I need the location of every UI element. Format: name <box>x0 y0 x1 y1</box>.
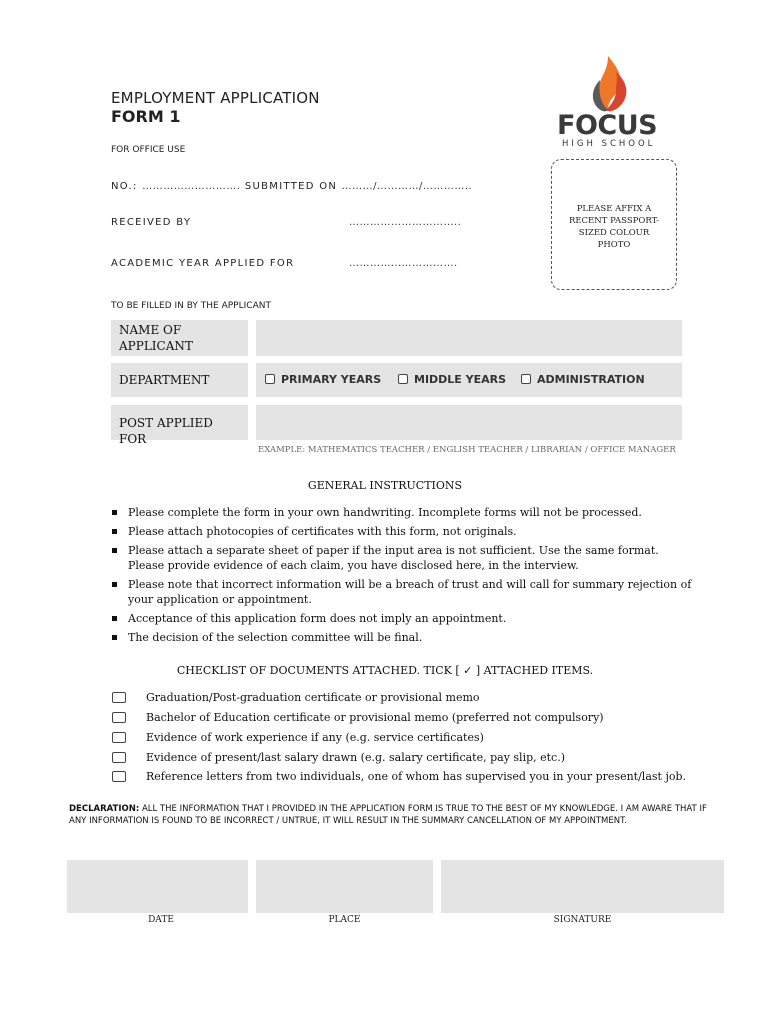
checkbox-icon[interactable] <box>112 771 126 782</box>
list-item <box>112 524 712 539</box>
bullet-icon <box>112 635 117 640</box>
received-by-label: RECEIVED BY <box>111 217 192 228</box>
checkbox-icon[interactable] <box>521 374 531 384</box>
date-label: DATE <box>148 915 174 925</box>
department-option-label: ADMINISTRATION <box>537 373 645 386</box>
checkbox-icon[interactable] <box>112 732 126 743</box>
instruction-text: Please provide evidence of each claim, you have disclosed here, in the interview. <box>128 559 579 572</box>
submitted-on-field[interactable]: ………/…………/………….. <box>341 181 473 192</box>
school-logo-name: FOCUS <box>557 110 658 141</box>
instruction-text: The decision of the selection committee will be final. <box>128 631 423 644</box>
declaration-label: DECLARATION: <box>69 804 140 814</box>
checklist-item-label: Reference letters from two individuals, one of whom has supervised you in your present/last job. <box>146 770 687 783</box>
checklist-item-label: Evidence of work experience if any (e.g. service certificates) <box>146 731 484 744</box>
checklist-heading: CHECKLIST OF DOCUMENTS ATTACHED. TICK [ ✓ ] ATTACHED ITEMS. <box>176 664 594 677</box>
post-applied-field[interactable] <box>256 405 682 440</box>
form-number: FORM 1 <box>111 107 181 126</box>
post-example-text: EXAMPLE: MATHEMATICS TEACHER / ENGLISH TEACHER / LIBRARIAN / OFFICE MANAGER <box>258 445 676 455</box>
declaration-body: ALL THE INFORMATION THAT I PROVIDED IN THE APPLICATION FORM IS TRUE TO THE BEST OF MY KNOWLEDGE. I AM AWARE THAT IF ANY INFORMATION IS FOUND TO BE INCORRECT / UNTRUE, IT WILL RESULT IN THE SUMMARY CANCELLATION OF MY APPOINTMENT. <box>69 804 707 826</box>
name-label-line: APPLICANT <box>119 339 193 353</box>
department-option-label: PRIMARY YEARS <box>281 373 382 386</box>
instruction-text: Acceptance of this application form does not imply an appointment. <box>128 612 507 625</box>
photo-text-line: PLEASE AFFIX A <box>576 204 652 214</box>
department-label: DEPARTMENT <box>111 363 248 397</box>
list-item <box>112 505 712 520</box>
checklist-item-label: Evidence of present/last salary drawn (e.g. salary certificate, pay slip, etc.) <box>146 751 566 764</box>
declaration-text <box>69 803 709 827</box>
list-item <box>112 577 712 607</box>
bullet-icon <box>112 616 117 621</box>
checkbox-icon[interactable] <box>112 692 126 703</box>
checkbox-icon[interactable] <box>398 374 408 384</box>
photo-text-line: PHOTO <box>597 240 631 250</box>
form-title: EMPLOYMENT APPLICATION <box>111 89 320 107</box>
place-label: PLACE <box>328 915 361 925</box>
name-of-applicant-label <box>111 320 248 356</box>
checkbox-icon[interactable] <box>112 752 126 763</box>
bullet-icon <box>112 529 117 534</box>
photo-instructions <box>560 203 668 251</box>
signature-label: SIGNATURE <box>553 915 612 925</box>
checklist-item-label: Bachelor of Education certificate or provisional memo (preferred not compulsory) <box>146 711 604 724</box>
name-of-applicant-field[interactable] <box>256 320 682 356</box>
academic-year-label: ACADEMIC YEAR APPLIED FOR <box>111 258 295 269</box>
post-applied-label: POST APPLIED FOR <box>111 405 248 440</box>
office-number-row <box>111 181 472 192</box>
photo-text-line: RECENT PASSPORT- <box>568 216 660 226</box>
department-option-middle[interactable] <box>398 373 506 386</box>
received-by-field[interactable]: ………………………….. <box>349 217 462 228</box>
instruction-text: Please attach a separate sheet of paper if the input area is not sufficient. Use the same format. <box>128 544 659 557</box>
school-logo-subtitle: HIGH SCHOOL <box>562 139 656 149</box>
signature-field[interactable] <box>441 860 724 913</box>
name-label-line: NAME OF <box>119 323 182 337</box>
number-label: NO.: <box>111 181 138 192</box>
instruction-text: Please attach photocopies of certificates with this form, not originals. <box>128 525 517 538</box>
photo-text-line: SIZED COLOUR <box>578 228 650 238</box>
instructions-list <box>112 505 712 649</box>
checkbox-icon[interactable] <box>265 374 275 384</box>
number-field[interactable]: ………………………. <box>142 181 241 192</box>
instruction-text: Please note that incorrect information will be a breach of trust and will call for summary rejection of <box>128 578 692 591</box>
checklist-item-label: Graduation/Post-graduation certificate or provisional memo <box>146 691 480 704</box>
bullet-icon <box>112 582 117 587</box>
date-field[interactable] <box>67 860 248 913</box>
department-option-label: MIDDLE YEARS <box>414 373 507 386</box>
department-option-primary[interactable] <box>265 373 381 386</box>
bullet-icon <box>112 510 117 515</box>
bullet-icon <box>112 548 117 553</box>
instruction-text: Please complete the form in your own handwriting. Incomplete forms will not be processed. <box>128 506 642 519</box>
list-item <box>112 630 712 645</box>
list-item <box>112 611 712 626</box>
applicant-section-label: TO BE FILLED IN BY THE APPLICANT <box>111 301 271 311</box>
office-use-label: FOR OFFICE USE <box>111 145 186 155</box>
checkbox-icon[interactable] <box>112 712 126 723</box>
general-instructions-heading: GENERAL INSTRUCTIONS <box>307 479 463 492</box>
instruction-text: your application or appointment. <box>128 593 312 606</box>
list-item <box>112 543 712 573</box>
academic-year-field[interactable]: …………………………. <box>349 258 458 269</box>
submitted-on-label: SUBMITTED ON <box>244 181 338 192</box>
department-options <box>256 363 682 397</box>
department-option-administration[interactable] <box>521 373 645 386</box>
place-field[interactable] <box>256 860 433 913</box>
